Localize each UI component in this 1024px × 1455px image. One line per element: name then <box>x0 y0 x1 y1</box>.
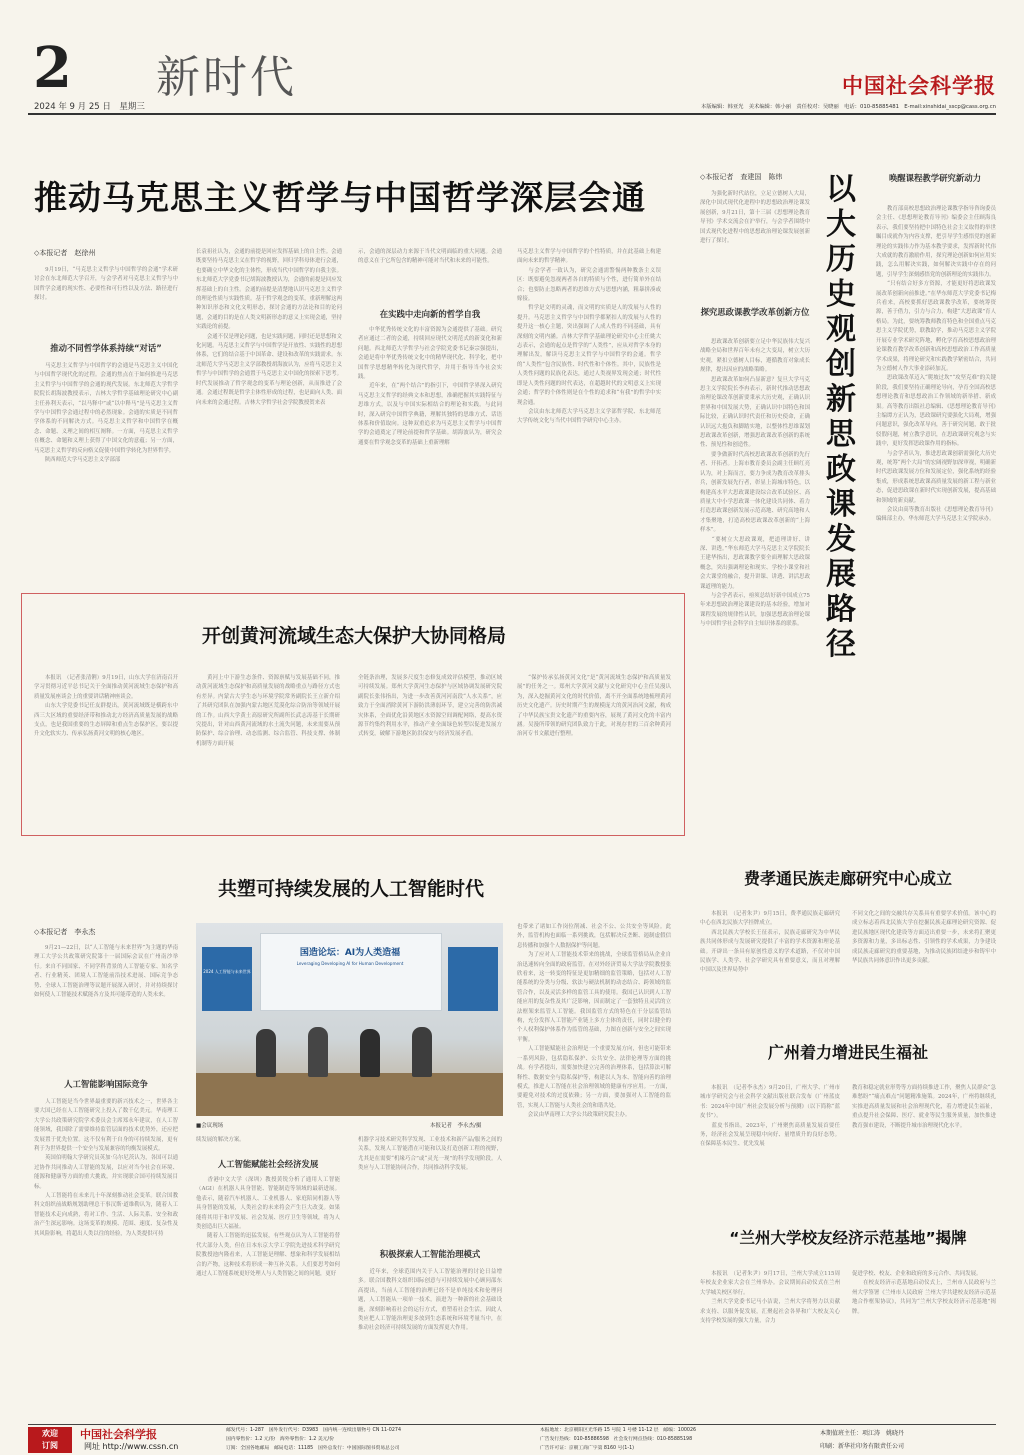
footer-info-3: 订阅：全国各地邮局 邮局电话：11185 国外总发行：中国国际图书贸易总公司 <box>226 1446 400 1451</box>
footer-logo: 中国社会科学报 <box>80 1428 157 1441</box>
a4-col2-top: 续发展的解决方案。 <box>196 1137 245 1143</box>
a2-col1-lead: 为强化新时代站位，立足立德树人大局，深化中国式现代化进程中的思想政治理论课发展创新，9月21日，第十三届《思想理论教育导刊》学术交流会在沪举行，与会学者围绕中国式现代化进程中的思想政治理论课发展创新进行了探讨。 <box>700 191 810 245</box>
subscribe-tag-bottom: 订阅 <box>42 1441 58 1450</box>
a4-subhead-2: 人工智能赋能社会经济发展 <box>217 1159 319 1169</box>
a5-col2: 不同文化之间的交融共存关系具有重要学术价值。该中心的成立标志着西北民族大学在挖掘民族走廊理论研究资源、促进民族地区现代化建设等方面迈出重要一步，未来将汇聚更多资源和力量，多出标志性、引领性的学术成果，力争建设成民族走廊研究的重要基地，为推动民族团结进步和铸牢中华民族共同体意识作出更多贡献。 <box>852 911 996 965</box>
a2-subhead-2: 唤醒课程教学研究新动力 <box>888 173 982 183</box>
a4-subhead-1: 人工智能影响国际竞争 <box>64 1079 148 1089</box>
headline-ideological-course: 以大历史观创新思政课发展路径 <box>826 172 856 662</box>
byline-a1: ◇本报记者 赵徐州 <box>34 249 96 257</box>
stage-screen-left-label: 2024 人工智能与未来世界 <box>203 969 251 974</box>
a2-col1-body: 思政课改革创新要立足中华民族伟大复兴战略全局和世界百年未有之大变局，树立大历史观，紧扣立德树人目标，遵循教育对象成长规律，提出因应的战略策略。 思政课改革如何凸显新意？复旦大学马克思主义学院院长李冉表示，新时代推动思想政治理论课改革创新要秉承大历史观，正确认识世界和中国发展大势，正确认识中国特色和国际比较，正确认识时代责任和历史使命，正确认识远大抱负和脚踏实地，以整体性思维谋划思政课改革创新，增强思政课改革创新的系统性、预见性和创造性。 要争做新时代高校思政课改革创新的先行者、开拓者。上海市教育委员会副主任顾红亮认为，对上海而言，要力争成为教育改革排头兵，创新发展先行者，彰显上海城市特色，以构建高水平大思政课建设综合改革试验区、高质量大中小学思政课一体化建设共同体、着力打造思政课创新发展示范高地、研究高地和人才集聚地，打造高校思政课改革创新的“上海样本”。 “要树立大思政课观，把道理讲好、讲深、讲透。”华东师范大学马克思主义学院院长王建华指出，思政课教学要全面理解大思政课概念，突出强调理论和现实、学校小课堂和社会大课堂的融合，提升讲课、讲透、讲活思政课道理的能力。 与会学者表示，亟须总结好新中国成立75年来思想政治理论课建设的基本经验，增加对课程发展的规律性认识，加强思想政治理论课与中国哲学社会科学自主知识体系的联系。 <box>700 339 810 628</box>
headline-yellow-river: 开创黄河流域生态大保护大协同格局 <box>201 625 506 647</box>
footer-info-4: 本报地址：北京朝阳区光华路 15 号院 1 号楼 11-12 层 邮编：100026 <box>540 1428 697 1433</box>
headline-guangzhou: 广州着力增进民生福祉 <box>767 1043 928 1062</box>
a1-subhead-1: 推动不同哲学体系持续“对话” <box>50 343 162 353</box>
panel-person-3 <box>360 1029 380 1077</box>
a5-col1: 本报讯 （记者朱尹）9月15日，费孝通民族走廊研究中心在西北民族大学挂牌成立。 西北民族大学校长王征表示，民族走廊研究为中华民族共同体形成与发展研究提供了丰富的学术资源和理论基础。开辟出一条具有原创性意义的学术道路，不仅对中国民族学、人类学、社会学研究具有重要意义，而且对理解中国以及世界局势中 <box>700 911 840 974</box>
panel-person-2 <box>308 1027 328 1077</box>
conference-photo <box>196 923 503 1116</box>
a1-subhead-2: 在实践中走向新的哲学自我 <box>379 309 481 319</box>
a7-col1: 本报讯 （记者朱尹）9月17日，兰州大学成立115周年校友企业家大会在兰州举办。会议期间启动仪式在兰州大学城关校区举行。 兰州大学党委书记马小洁说，兰州大学将努力以贡献求支持、以服务促发展，汇聚起社会各界和广大校友关心支持学校发展的强大力量，合力 <box>700 1271 840 1325</box>
a4-subhead-3: 积极探索人工智能治理模式 <box>379 1249 481 1259</box>
banner-title: 国造论坛：AI为人类造福 <box>299 948 401 958</box>
page-number: 2 <box>33 35 72 101</box>
headline-fei-xiaotong: 费孝通民族走廊研究中心成立 <box>743 869 952 888</box>
paper-logo: 中国社会科学报 <box>842 73 996 98</box>
a4-col3-top: 机器学习技术研究科学发现、工业技术和新产品/服务之间的关系，发现人工智能潜在可能和以及打造创新工程的视野，尤其是在需要“机缘巧合”或“灵光一现”的科学发现阶段。人类应与人工智能协同合作，共同推动科学发展。 <box>358 1137 502 1172</box>
a3-col2: 黄河上中下游生态条件、资源禀赋与发展基础不同，推动黄河流域生态保护和高质量发展的战略重点与路径方式也有差异。内蒙古大学生态与环境学院常务副院长王立新介绍了其研究团队在加强内蒙古地区荒漠化综合防治等领域开展的工作。山西大学黄土高原研究所副所长武志涛基于长期研究提出，针对山西黄河流域的水土流失问题，未来需要从预防保护、综合治理、动态监测、综合监管、科技支撑、体制机制等方面开展 <box>196 675 340 747</box>
a1-col4: 马克思主义哲学与中国哲学的个性特质，并在此基础上构建面向未来的哲学精神。 与会学者一致认为，研究会通需警惕两种教条主义误区：既要避免忽视两者各自的特质与个性，进行简单外在结合；也要防止忽略两者的思维方式与思想内涵，粗暴拼凑或嫁接。 哲学是文明的灵魂，而文明的实质是人的发展与人性的提升。马克思主义哲学与中国哲学都紧扣人的发展与人性的提升这一核心主题，突出强调了人成人性的不同基础，具有深刻的文明内涵。吉林大学哲学基础理论研究中心主任姚大志表示，会通的起点是哲学的“人类性”，应从对哲学本身的理解出发，解读马克思主义哲学与中国哲学的会通。哲学的“人类性”包含民族性、时代性和个体性。其中，民族性是人类性问题的民族化表达，通过人类视界发现会通；时代性即是人类性问题的时代表达，在超越时代的文明意义上实现会通；哲学的个体性则是在个性的追求和“有我”的哲学中实现会通。 会议由东北师范大学马克思主义学部哲学院、东北师范大学传统文化与当代中国哲学研究中心主办。 <box>517 249 661 425</box>
a3-col1: 本报讯 （记者张清俐）9月19日，山东大学在济南召开学习贯彻习近平总书记关于全面推动黄河流域生态保护和高质量发展座谈会上的重要讲话精神座谈会。 山东大学党委书记任友群提出，黄河流域既是横跨东中西三大区域的重要经济带和推动北方经济高质量发展的战略支点，也是我国重要的生态屏障和重点生态保护区，要以提升文化软实力、传承弘扬黄河文明的核心地区。 <box>34 675 178 738</box>
a1-col3-top: 示，会通的深层动力来源于当代文明面临的重大问题。会通的意义在于它所包含的精神可能对当代和未来的可能性。 <box>358 249 502 265</box>
subscribe-tag-top: 欢迎 <box>42 1429 58 1438</box>
footer-duty-editor: 本期值班主任：项江涛 姚晓丹 <box>820 1430 905 1437</box>
a2-col2: 教育部高校思想政治理论课教学指导咨询委员会主任、《思想理论教育导刊》编委会主任顾海良表示，我们要坚持把中国特色社会主义取得的举世瞩目成就作为内容支撑，把引导学生感悟党的创新理论的实践伟力作为基本教学要求，发挥新时代伟大成就的教育激励作用，探究理论创新如何应用实践，怎么用解决实践，如何解决实践中存在的问题，引导学生深刻感悟党的创新理论的实践伟力。 “只有结合好多方资源，才能更好将思政课发展改革创新向前推进。”在华东师范大学党委书记梅兵看来，高校要抓好思政课教学改革，要统筹资源，善于借力，引力与合力，构建“大思政课”育人格局。为此，要统筹教师教育特色和全国重点马克思主义学院优势，联教助学，推动马克思主义学院开展专业学术研究阵地，孵化学育高校思想政治理论课教育教学改革创新和高校思想政治工作高质量学术成果，将理论研究和实践教学紧密结合，共同为立德树人作大事业添砖加瓦。 思政课改革迈入“爬坡过坎”“攻坚克难”的关键阶段，我们要坚持正确理论导向，孕育全国高校思想理论教育和思想政治工作领域的新举措、新成果。高等教育出版社总编辑、《思想理论教育导刊》主编谭方正认为，思政课研究要强化大局观，增强问题意识，强化改革导向，善于研究问题，敢于批驳假问题，树立教学意识，在思政课研究观念与实践中，更好发挥思政课作用的指标。 与会学者认为，推进思政课创新需强化大历史观，统筹“两个大局”的宏阔视野加深审视，明确新时代思政课发展方位和发展定位，强化系统的经验集成，形成系统思政课高质量发展的新工程与新业态，促进思政课在新时代实现创新发展，提高基础和领域的新贡献。 会议由高等教育出版社《思想理论教育导刊》编辑部主办，华东师范大学马克思主义学院承办。 <box>876 206 996 523</box>
footer-info-6: 广告许可证：京朝工商广字第 8160 号(1-1) <box>540 1446 634 1451</box>
masthead-rule <box>28 113 996 115</box>
a4-col1-body: 人工智能是当今世界最重要的新兴技术之一，世界各主要大国已经在人工智能研究上投入了数千亿美元。华南理工大学公共政策研究院学术委员会主席郑永年建议，在人工智能领域，我国除了需要维持监管层面的技术优势外，还应把发展置于优先位置。这不仅有利于自身的可持续发展，更有利于为世界提供一个安全与发展兼容的均衡发展模式。 英国伯明翰大学研究员英加·乌尔尼茨认为，各国可以通过协作共同推动人工智能的发展，以应对当今社会在环境、能源和健康等方面的重大挑战，并实现联合国可持续发展目标。 人工智能将在未来几十年深刻推动社会变革。联合国教科文组织前战略规划助理总干事汉斯·道维勒认为，随着人工智能技术走向成熟，将对工作、生活、人际关系、安全和政治产生深远影响。这场变革的规模、范围、速度、复杂性及其风险影响，将超出人类以往的经验，为人类提供可持 <box>34 1099 178 1237</box>
footer-website[interactable]: 网址 http://www.cssn.cn <box>84 1442 179 1451</box>
banner-subtitle: Leveraging Developing AI for Human Development <box>296 961 404 966</box>
a2-subhead-1: 探究思政课教学改革创新方位 <box>700 307 810 317</box>
photo-caption: ■会议现场 <box>196 1123 224 1129</box>
a4-col2-body: 香港中文大学（深圳）教授黄锐分析了通用人工智能（AGI）在机器人具身智能、智能制造等领域的最新进展。他表示，随着汽车机器人、工业机器人、家庭陪同机器人等具身智能的发展，人类社会的未来将会产生巨大改变。如果能将其用于和平发展、社会发展、医疗卫生等领域，将为人类创造出巨大福祉。 随着人工智能的迅猛发展，有些观点认为人工智能将替代大部分人类，但在日本东京大学工学院先进技术科学研究院教授池内隆看来，人工智能是理解、想象和科学发展相结合的产物，这种技术将形成一种互补关系。人们要思考如何通过人工智能系统更好处理人与人类智能之间的问题，更好 <box>196 1177 340 1278</box>
headline-lanzhou: “兰州大学校友经济示范基地”揭牌 <box>729 1229 967 1247</box>
a6-col1: 本报讯 （记者李永杰）9月20日，广州大学、广州市城市学研究会与社会科学文献出版社联合发布《广州蓝皮书：2024年中国广州社会发展分析与预测》（以下简称“蓝皮书”）。 蓝皮书指出，2023年，广州聚焦高质量发展首要任务，经济社会发展呈现稳中向好、量增质升的良好态势。在保障基本民生、优先发展 <box>700 1085 840 1148</box>
a4-col1-lead: 9月21—22日，以“人工智能与未来世界”为主题的华南理工大学公共政策研究院第十一届国际会议在广州南沙举行。来自不同国家、不同学科背景的人工智能专家、知名学者、行业精英、团境人工智能前沿技术进展、国际竞争态势、全球人工智能治理等议题开展深入研讨，并对持续探讨如何使人工智能技术赋能各方及其可能带造的人类未来。 <box>34 945 178 999</box>
editor-credits: 本版编辑：韩亚光 美术编辑：韩小丽 责任校对：吴晓丽 电话：010-85885481 E-mail:xinshidai_sscp@cass.org.cn <box>701 104 996 110</box>
a4-col3-body: 近年来，全球范围内关于人工智能治理的讨论日益增多。联合国教科文组织国际创意与可持续发展中心顾问邵东高提出，当前人工智能的治理已经不是单纯技术和伦理问题，人工智能从一项单一技术，演进为一种新的社会基础设施，深刻影响着社会的运行方式，重塑着社会生活，因此人类应把人工智能治理更多放到生态系统和环境考量当中，在推动社会经济可持续发展的方面发挥更大作用。 <box>358 1269 502 1332</box>
a4-col4: 也带来了诸如工作岗位削减、社会不公、公共安全等风险。此外，监管机构也面临一系列挑战，包括解决反垄断、遏制虚假信息传播和加强个人数据保护等问题。 为了应对人工智能技术带来的挑战，全球监管格局从企业自治迅速转向全面的政府监管。在对外经济贸易大学法学院教授张欣看来，这一转变的特征是更加精细的监管策略，包括对人工智能系统的分类与分级、软法与硬法机制的动态结合、跨领域的监管合作，以及灵活多样的监管工具的使用。我国已认识到人工智能应用的复杂性及其广泛影响，因而制定了一套独特且灵活的立法框架来监管人工智能。我国监管方式的特色在于分层监管结构，充分发挥人工智能产业链上多方主体的责任，同时以健全的个人权利保护体系作为监管的基础，力图在创新与安全之间实现平衡。 人工智能赋能社会治理是一个重要发展方向，但也可能带来一系列风险，包括隐私保护、公共安全、法律伦理等方面的挑战。有学者提出，需要加快建立完善的治理体系，包括算法可解释性、数据安全与隐私保护等，构建以人为本、智能向善的治理模式，推进人工智能在社会治理领域的健康有序应用。一方面，要避免对技术的过度依赖；另一方面，要加强对人工智能的监管，实现人工智能与人类社会的和谐共处。 会议由华南理工大学公共政策研究院主办。 <box>517 924 671 1119</box>
stage-screen-right <box>448 947 498 1011</box>
a3-col4: “保护传承弘扬黄河文化”是“黄河流域生态保护和高质量发展”的任务之一。郑州大学黄河文献与文化研究中心主任吴漫认为，深入挖掘黄河文化的时代价值，离不开全面系统地梳理黄河历史文化遗产。历史时期产生的规模庞大的黄河治河文献，构成了中华民族宝贵文化遗产的重要内容，展现了黄河文化的丰富内涵。吴漫所带领的研究团队致力于此，对现存世的三百余种黄河治河专书文献进行整理。 <box>517 675 671 738</box>
a1-col1-body: 马克思主义哲学与中国哲学的会通是马克思主义中国化与中国哲学现代化的过程。会通的焦点在于如何推进马克思主义哲学与中国哲学的会通的现代发展。东北师范大学哲学院院长胡海波教授表示，吉林大学哲学基础理论研究中心副主任孙利天表示，“以马释中”或“以中释马”是马克思主义哲学与中国哲学会通过程中的必然现象。会通的实质是不同哲学体系的不同解决方式。马克思主义哲学和中国哲学在概念、命题、义理之间的相互阐释。一方面，马克思主义哲学在概念、命题和义理上获得了中国文化的意蕴；另一方面，马克思主义哲学的反向格义促使中国哲学转化为世界哲学。 陕西师范大学马克思主义学部部 <box>34 363 178 464</box>
photo-credit: 本报记者 李永杰/摄 <box>430 1123 482 1129</box>
footer-info-1: 邮发代号：1-287 国外发行代号：D3983 国内统一连续出版物号 CN 11-0274 <box>226 1428 401 1433</box>
panel-person-1 <box>256 1029 276 1077</box>
issue-date: 2024 年 9 月 25 日 星期三 <box>34 102 145 112</box>
a1-col2: 长袁祖社认为，会通的前提是回应发挥基础上的自主性。会通既要坚持马克思主义在哲学的视野，回归学科母体进行会通，也要确立中华文化的主体性，形成当代中国哲学的自我主张。东北师范大学党委书记胡海波教授认为，会通的前提是回应发挥基础上的自主性。会通的前提是清楚地认识马克思主义哲学的理论性质与实践性质。基于哲学观念的变革，重新理解这两种知识形态和文化文明形态，探讨会通的方法论和目的论问题，会通的目的是在人类文明新形态的意义上实现会通，坚持实践论的前提。 会通不仅是理论问题，也是实践问题，同时还是思想和文化问题。马克思主义哲学与中国哲学是开放性、实践性的思想体系，它们的结合基于中国革命、建设和改革的实践需求。东北师范大学马克思主义学部教授胡海波认为，应将马克思主义哲学与中国哲学的会通置于马克思主义中国化的探索下思考。时代发展推动了哲学观念的变革与理论创新，从而推进了会通。会通过程既是哲学主体性形成的过程，也是面向人类、面向未来的会通过程。吉林大学哲学社会学院教授贺来表 <box>196 249 342 406</box>
panel-person-4 <box>412 1027 432 1077</box>
a1-col3-body: 中华优秀传统文化的丰富资源为会通提供了基础。研究者应通过二者的会通，持续回应现代文明范式的新变化和新问题。西北师范大学哲学与社会学院党委书记秦宗强提出，会通是将中华优秀传统文化中的精华现代化、科学化，把中国哲学思想精华转化为现代哲学，并用于指导当今社会实践。 近年来，在“两个结合”的指引下，中国哲学界深入研究马克思主义哲学的经典文本和思想，准确把握其实践特征与思维方式，以及与中国实际相结合的理论和实践。与此同时，深入研究中国哲学典籍，理解其独特的思维方式、话语体系和价值取向。这种双重追求为马克思主义哲学与中国哲学的会通奠定了理论前提和哲学基础。胡海波认为，研究会通要在哲学观念变革的基础上重新理解 <box>358 327 502 446</box>
footer-rule <box>28 1424 996 1425</box>
byline-a4: ◇本报记者 李永杰 <box>34 928 96 936</box>
stage-floor <box>196 1073 503 1116</box>
a7-col2: 促进学校、校友、企业和政府的多元合作、共同发展。 在校友经济示范基地启动仪式上，兰州市人民政府与兰州大学签署《兰州市人民政府 兰州大学共建校友经济示范基地合作框架协议》，共同为“兰州大学校友经济示范基地”揭牌。 <box>852 1271 996 1315</box>
footer-info-2: 国内零售价：1.2 元/份 海外零售价：1.2 美元/份 <box>226 1437 334 1442</box>
a1-col1-lead: 9月19日，“马克思主义哲学与中国哲学的会通”学术研讨会在东北师范大学召开，与会学者对马克思主义哲学与中国哲学会通的现实性、必要性和可行性以及方法、路径进行探讨。 <box>34 267 178 302</box>
footer-info-5: 广告发行热线：010-85886598 社会发行网点热线：010-85885198 <box>540 1437 693 1442</box>
footer-printer: 印刷：新华社印务有限责任公司 <box>820 1443 905 1450</box>
a3-col3: 全链条治理，发展多尺度生态修复成效评估模型，推动区域可持续发展。郑州大学黄河生态保护与区域协调发展研究院副院长张伟指出，为进一步改善黄河河南段“人水关系”，应致力于全面消除黄河下游防洪薄弱环节，建立完善的防洪减灾体系，全面优化沿黄地区水资源空间调配网络，提高水资源节约集约利用水平，推动产业全面绿色转型以促进发展方式转变，破解下游地区防洪保安与经济发展矛盾。 <box>358 675 502 738</box>
section-title: 新时代 <box>156 52 297 103</box>
a6-col2: 教育和稳定就业形势等方面持续推进工作，聚焦人民群众“急难愁盼”“痛点难点”问题精准施策。2024年，广州将继续扎实推进高质量发展和社会治理现代化，着力增进民生福祉，重点提升社会保障、医疗、就业等民生服务质量，加快推进教育强市建设，不断提升城市治理现代化水平。 <box>852 1085 996 1129</box>
stage-screen-left <box>202 947 252 1011</box>
headline-ai: 共塑可持续发展的人工智能时代 <box>217 878 484 900</box>
headline-philosophy: 推动马克思主义哲学与中国哲学深层会通 <box>34 178 646 217</box>
byline-a2: ◇本报记者 查建国 陈炜 <box>700 173 783 181</box>
subscribe-tag <box>28 1427 72 1453</box>
